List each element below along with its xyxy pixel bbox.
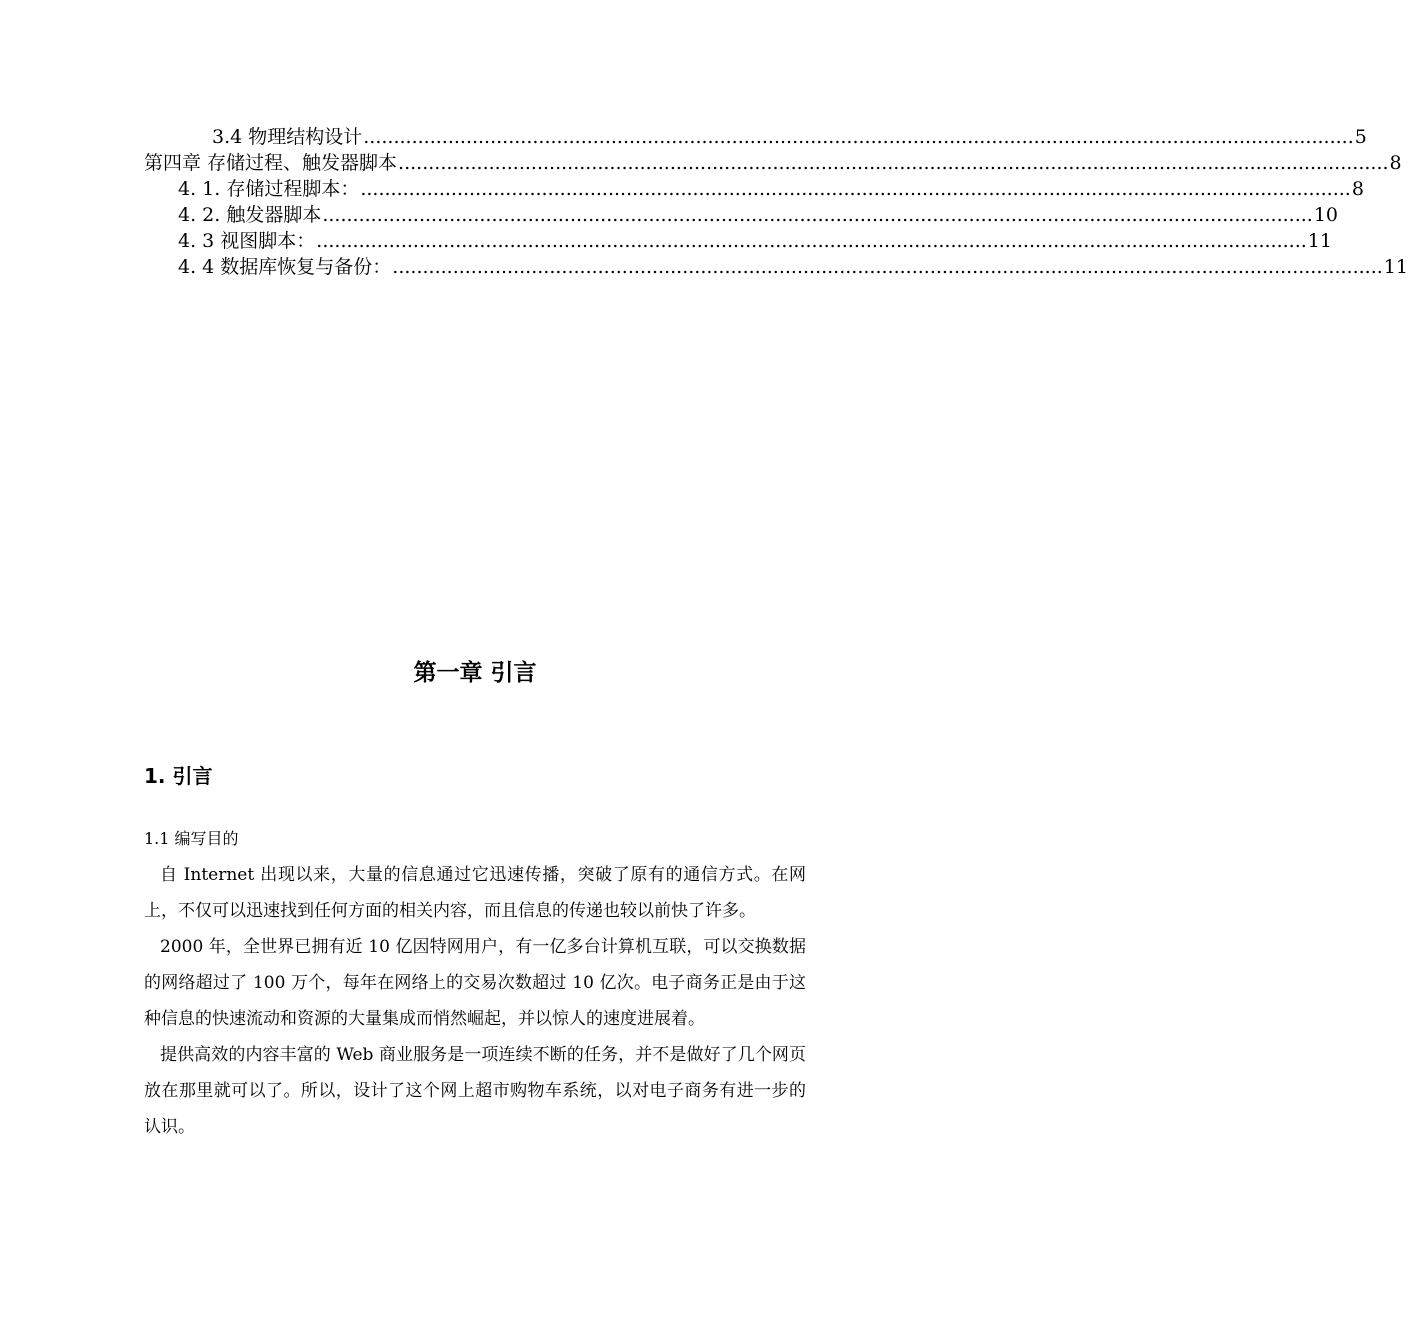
toc-entry[interactable] xyxy=(212,124,1367,150)
toc-entry-title: 第四章 存储过程、触发器脚本 xyxy=(144,152,398,174)
toc-leader-dots: .................................................................................................................................................................... xyxy=(392,256,1383,278)
toc-entry-page: 8 xyxy=(1351,178,1364,200)
toc-entry[interactable] xyxy=(178,176,1364,202)
toc-leader-dots: .................................................................................................................................................................... xyxy=(360,178,1351,200)
chapter-title: 第一章 引言 xyxy=(413,660,537,686)
toc-leader-dots: .................................................................................................................................................................... xyxy=(316,230,1307,252)
toc-entry[interactable] xyxy=(178,202,1339,228)
toc-entry[interactable] xyxy=(178,254,1408,280)
toc-entry[interactable] xyxy=(178,228,1332,254)
paragraph: 自 Internet 出现以来，大量的信息通过它迅速传播，突破了原有的通信方式。在网上，不仅可以迅速找到任何方面的相关内容，而且信息的传递也较以前快了许多。 xyxy=(144,865,806,921)
toc-entry-title: 4. 3 视图脚本： xyxy=(178,230,316,252)
toc-leader-dots: .................................................................................................................................................................... xyxy=(398,152,1389,174)
subsection-title: 1.1 编写目的 xyxy=(144,829,239,848)
toc-entry-page: 10 xyxy=(1313,204,1339,226)
toc-entry-title: 4. 1. 存储过程脚本： xyxy=(178,178,360,200)
body-text xyxy=(144,857,806,1145)
toc-entry-page: 11 xyxy=(1383,256,1408,278)
toc-entry-page: 5 xyxy=(1354,126,1367,148)
paragraph: 2000 年，全世界已拥有近 10 亿因特网用户，有一亿多台计算机互联，可以交换数据的网络超过了 100 万个，每年在网络上的交易次数超过 10 亿次。电子商务正是由于这种信息的快速流动和资源的大量集成而悄然崛起，并以惊人的速度进展着。 xyxy=(144,937,806,1029)
toc-entry-title: 4. 2. 触发器脚本 xyxy=(178,204,322,226)
toc-entry[interactable] xyxy=(144,150,1402,176)
toc-entry-title: 4. 4 数据库恢复与备份： xyxy=(178,256,392,278)
toc-leader-dots: .................................................................................................................................................................... xyxy=(363,126,1354,148)
toc-leader-dots: .................................................................................................................................................................... xyxy=(322,204,1313,226)
section-title: 1. 引言 xyxy=(144,764,213,788)
toc-entry-page: 11 xyxy=(1307,230,1332,252)
paragraph: 提供高效的内容丰富的 Web 商业服务是一项连续不断的任务，并不是做好了几个网页放在那里就可以了。所以，设计了这个网上超市购物车系统，以对电子商务有进一步的认识。 xyxy=(144,1045,806,1137)
toc-entry-title: 3.4 物理结构设计 xyxy=(212,126,363,148)
toc-entry-page: 8 xyxy=(1389,152,1402,174)
